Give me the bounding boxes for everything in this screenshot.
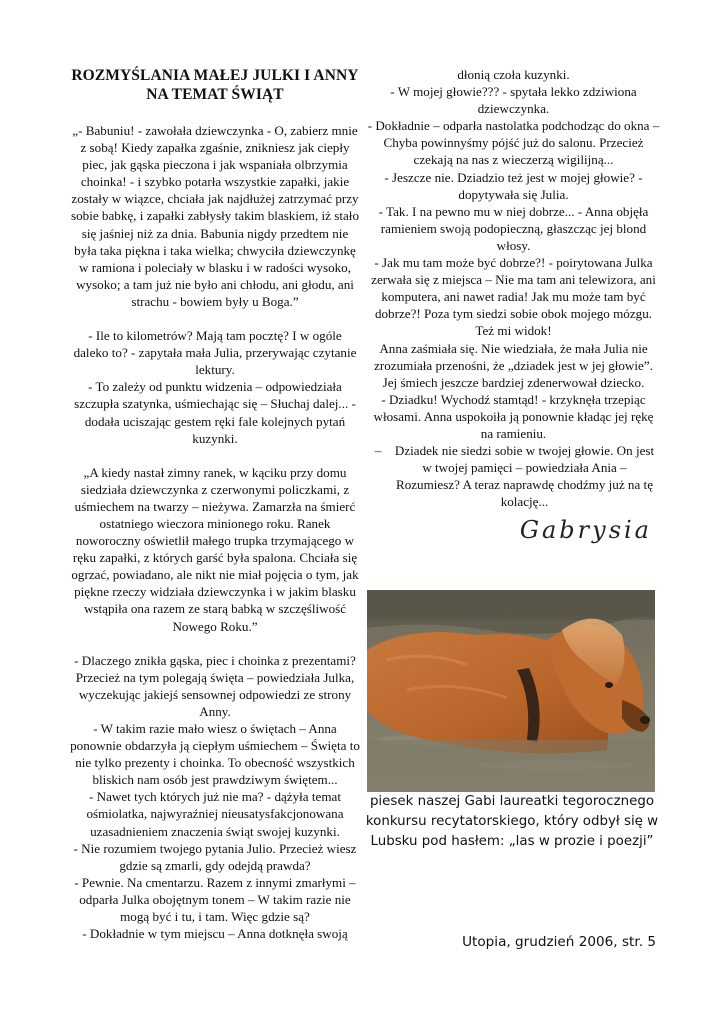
paragraph-julia-surprised: - W mojej głowie??? - spytała lekko zdziwiona dziewczynka. [390,84,637,117]
paragraph-julia-question: - Ile to kilometrów? Mają tam pocztę? I w ogóle daleko to? - zapytała mała Julia, przerywając czytanie lektury. [73,328,357,378]
paragraph-anna-touch: - Dokładnie w tym miejscu – Anna dotknęła swoją [82,926,348,942]
author-signature: Gabrysia [519,516,652,545]
paragraph-anna-answer: - To zależy od punktu widzenia – odpowiedziała szczupła szatynka, uśmiechając się – Słuchaj dalej... - dodała uciszając gestem ręki fale kolejnych pytań kuzynki. [74,379,356,446]
paragraph-anna-window: - Dokładnie – odparła nastolatka podchodząc do okna – Chyba powinnyśmy pójść już do salonu. Przecież czekają na nas z wieczerzą wigilijną... [367,118,660,168]
paragraph-julka-shout: - Dziadku! Wychodź stamtąd! - krzyknęła trzepiąc włosami. Anna uspokoiła ją ponownie kładąc jej rękę na ramieniu. [373,391,654,441]
paragraph-anna-question: - Nie rozumiem twojego pytania Julio. Przecież wiesz gdzie są zmarli, gdy odejdą prawda? [73,840,357,873]
page-footer: Utopia, grudzień 2006, str. 5 [462,934,656,950]
paragraph-quote-2: „A kiedy nastał zimny ranek, w kąciku przy domu siedziała dziewczynka z czerwonymi policzkami, z uśmiechem na twarzy – nieżywa. Zamarzła na śmierć ostatniego wieczora minionego roku. Ranek noworoczny oświetlił małego trupka trzymającego w ręku zapałki, z których garść była spalona. Chciała się ogrzać, powiadano, ale nikt nie miał pojęcia o tym, jak piękne rzeczy widziała dziewczynka i w jakim blasku wstąpiła ona razem ze starą babką w szczęśliwość Nowego Roku.” [71,464,359,634]
paragraph-julka-followup: - Nawet tych których już nie ma? - dążyła temat ośmiolatka, najwyraźniej nieusatysfakcjonowana uzasadnieniem znaczenia świąt swojej kuzynki. [86,789,344,839]
right-column [367,66,660,544]
paragraph-quote-1: „- Babuniu! - zawołała dziewczynka - O, zabierz mnie z sobą! Kiedy zapałka zgaśnie, znikniesz jak ciepły piec, jak gąska pieczona i jak wspaniała olbrzymia choinka! - i szybko potarła wszystkie zapałki, jakie zostały w wiązce, chciała jak najdłużej zatrzymać przy sobie babkę, i zapałki zabłysły takim blaskiem, iż stało się jaśniej niż za dnia. Babunia nigdy przedtem nie była taka piękna i taka wielka; chwyciła dziewczynkę w ramiona i poleciały w blasku i w radości wysoko, wysoko; a tam już nie było ani chłodu, ani głodu, ani strachu - bowiem były u Boga.” [71,123,359,309]
paragraph-anna-hug: - Tak. I na pewno mu w niej dobrze... - Anna objęła ramieniem swoją podopieczną, głaszcząc jej blond włosy. [378,203,649,253]
left-column [70,66,360,942]
paragraph-anna-laughed: Anna zaśmiała się. Nie wiedziała, że mała Julia nie zrozumiała przenośni, że „dziadek jest w jej głowie”. Jej śmiech jeszcze bardziej zdenerwował dziecko. [374,340,653,390]
paragraph-julka-question: - Dlaczego znikła gąska, piec i choinka z prezentami? Przecież na tym polegają święta – powiedziała Julka, wyczekując jakiejś sensownej odpowiedzi ze strony Anny. [74,652,356,719]
paragraph-anna-reply: - W takim razie mało wiesz o świętach – Anna ponownie obdarzyła ją ciepłym uśmiechem – Święta to nie tylko prezenty i choinka. To obecność wszystkich bliskich nam osób jest prawdziwym świętem... [70,721,360,788]
article-title: ROZMYŚLANIA MAŁEJ JULKI I ANNY NA TEMAT ŚWIĄT [71,67,359,103]
dog-photo [367,590,655,792]
paragraph-julka-irritated: - Jak mu tam może być dobrze?! - poirytowana Julka zerwała się z miejsca – Nie ma tam ani telewizora, ani komputera, ani nawet radia! Jak mu może tam być dobrze?! Poza tym siedzi sobie obok mojego mózgu. Też mi widok! [371,255,656,339]
photo-caption: piesek naszej Gabi laureatki tegorocznego konkursu recytatorskiego, który odbył się w Lubsku pod hasłem: „las w prozie i poezji” [365,794,659,849]
paragraph-final-dialogue [367,442,660,510]
paragraph-julka-cemetery: - Pewnie. Na cmentarzu. Razem z innymi zmarłymi – odparła Julka obojętnym tonem – W takim razie nie mogą być i tu, i tam. Więc gdzie są? [74,874,356,925]
paragraph-grandpa-question: - Jeszcze nie. Dziadzio też jest w mojej głowie? - dopytywała się Julia. [384,169,643,202]
dash-marker: – [374,443,382,459]
paragraph-final-text: Dziadek nie siedzi sobie w twojej głowie. On jest w twojej pamięci – powiedziała Ania – Rozumiesz? A teraz naprawdę chodźmy już na tę kolację... [394,443,655,510]
paragraph-continued: dłonią czoła kuzynki. [457,67,570,82]
